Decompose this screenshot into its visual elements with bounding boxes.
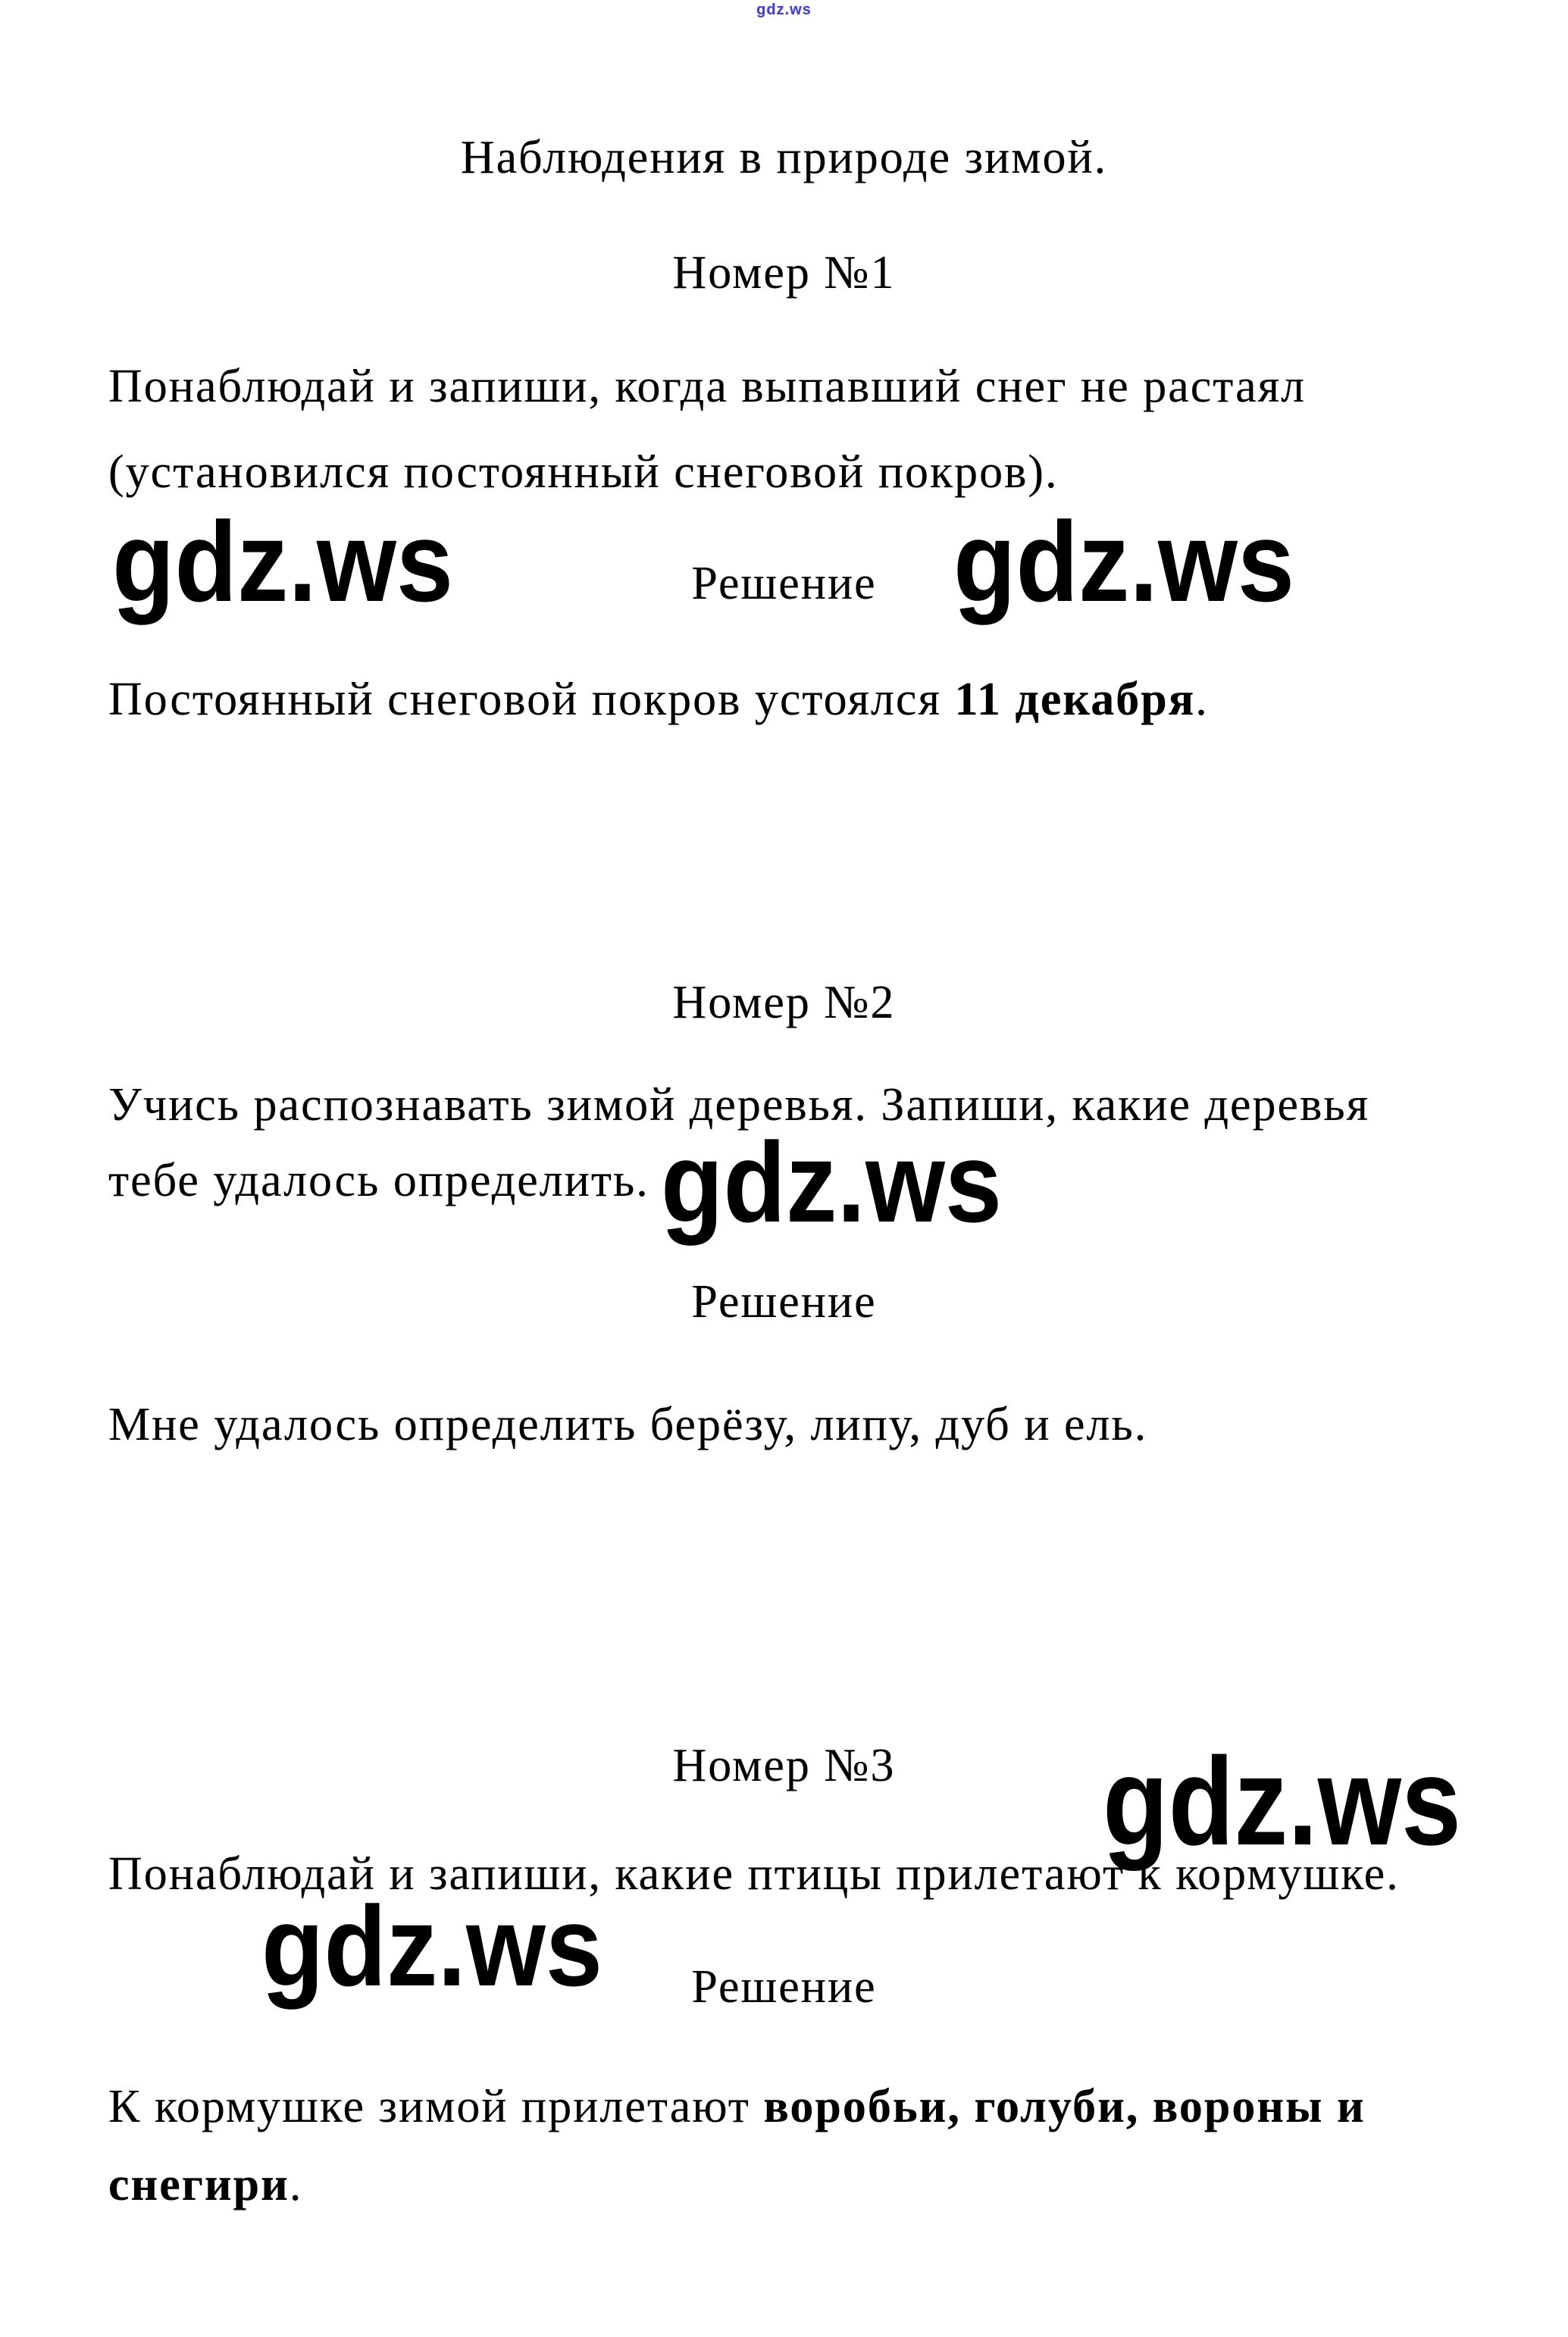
task-1-line-1: Понаблюдай и запиши, когда выпавший снег не растаял — [108, 361, 1307, 412]
task-2-line-2: тебе удалось определить. — [108, 1155, 649, 1206]
answer-text-3 — [108, 2068, 1366, 2224]
watermark-right-3: gdz.ws — [1103, 1732, 1462, 1871]
page-title: Наблюдения в природе зимой. — [460, 132, 1108, 183]
answer-3-line-1-bold: воробьи, голуби, вороны и — [763, 2081, 1366, 2132]
answer-1-suffix: . — [1195, 674, 1209, 725]
solution-label-3: Решение — [691, 1961, 877, 2013]
answer-1-prefix: Постоянный снеговой покров устоялся — [108, 674, 955, 725]
answer-1-bold: 11 декабря — [954, 674, 1196, 725]
watermark-left-1: gdz.ws — [112, 498, 454, 625]
task-1-line-2: (установился постоянный снеговой покров). — [108, 446, 1059, 498]
answer-3-line-1 — [108, 2068, 1366, 2146]
task-text-3: Понаблюдай и запиши, какие птицы прилетают к кормушке. — [108, 1848, 1400, 1900]
answer-text-1 — [108, 673, 1209, 727]
answer-3-line-1-normal: К кормушке зимой прилетают — [108, 2081, 764, 2132]
section-heading-1: Номер №1 — [672, 247, 896, 299]
watermark-left-3: gdz.ws — [261, 1882, 603, 2010]
watermark-right-1: gdz.ws — [953, 498, 1295, 625]
answer-3-line-2-bold: снегири — [108, 2159, 290, 2210]
solution-label-2: Решение — [691, 1276, 877, 1328]
answer-text-2: Мне удалось определить берёзу, липу, дуб и ель. — [108, 1399, 1148, 1450]
section-heading-2: Номер №2 — [672, 977, 896, 1028]
watermark-inline-2: gdz.ws — [661, 1118, 1003, 1246]
answer-3-line-2 — [108, 2146, 1366, 2224]
small-watermark: gdz.ws — [756, 2, 812, 18]
section-heading-3: Номер №3 — [672, 1740, 896, 1791]
task-text-1 — [108, 344, 1306, 515]
answer-3-line-2-suffix: . — [289, 2159, 303, 2210]
task-2-line-1: Учись распознавать зимой деревья. Запиши, какие деревья — [108, 1079, 1370, 1131]
solution-label-1: Решение — [691, 558, 877, 609]
